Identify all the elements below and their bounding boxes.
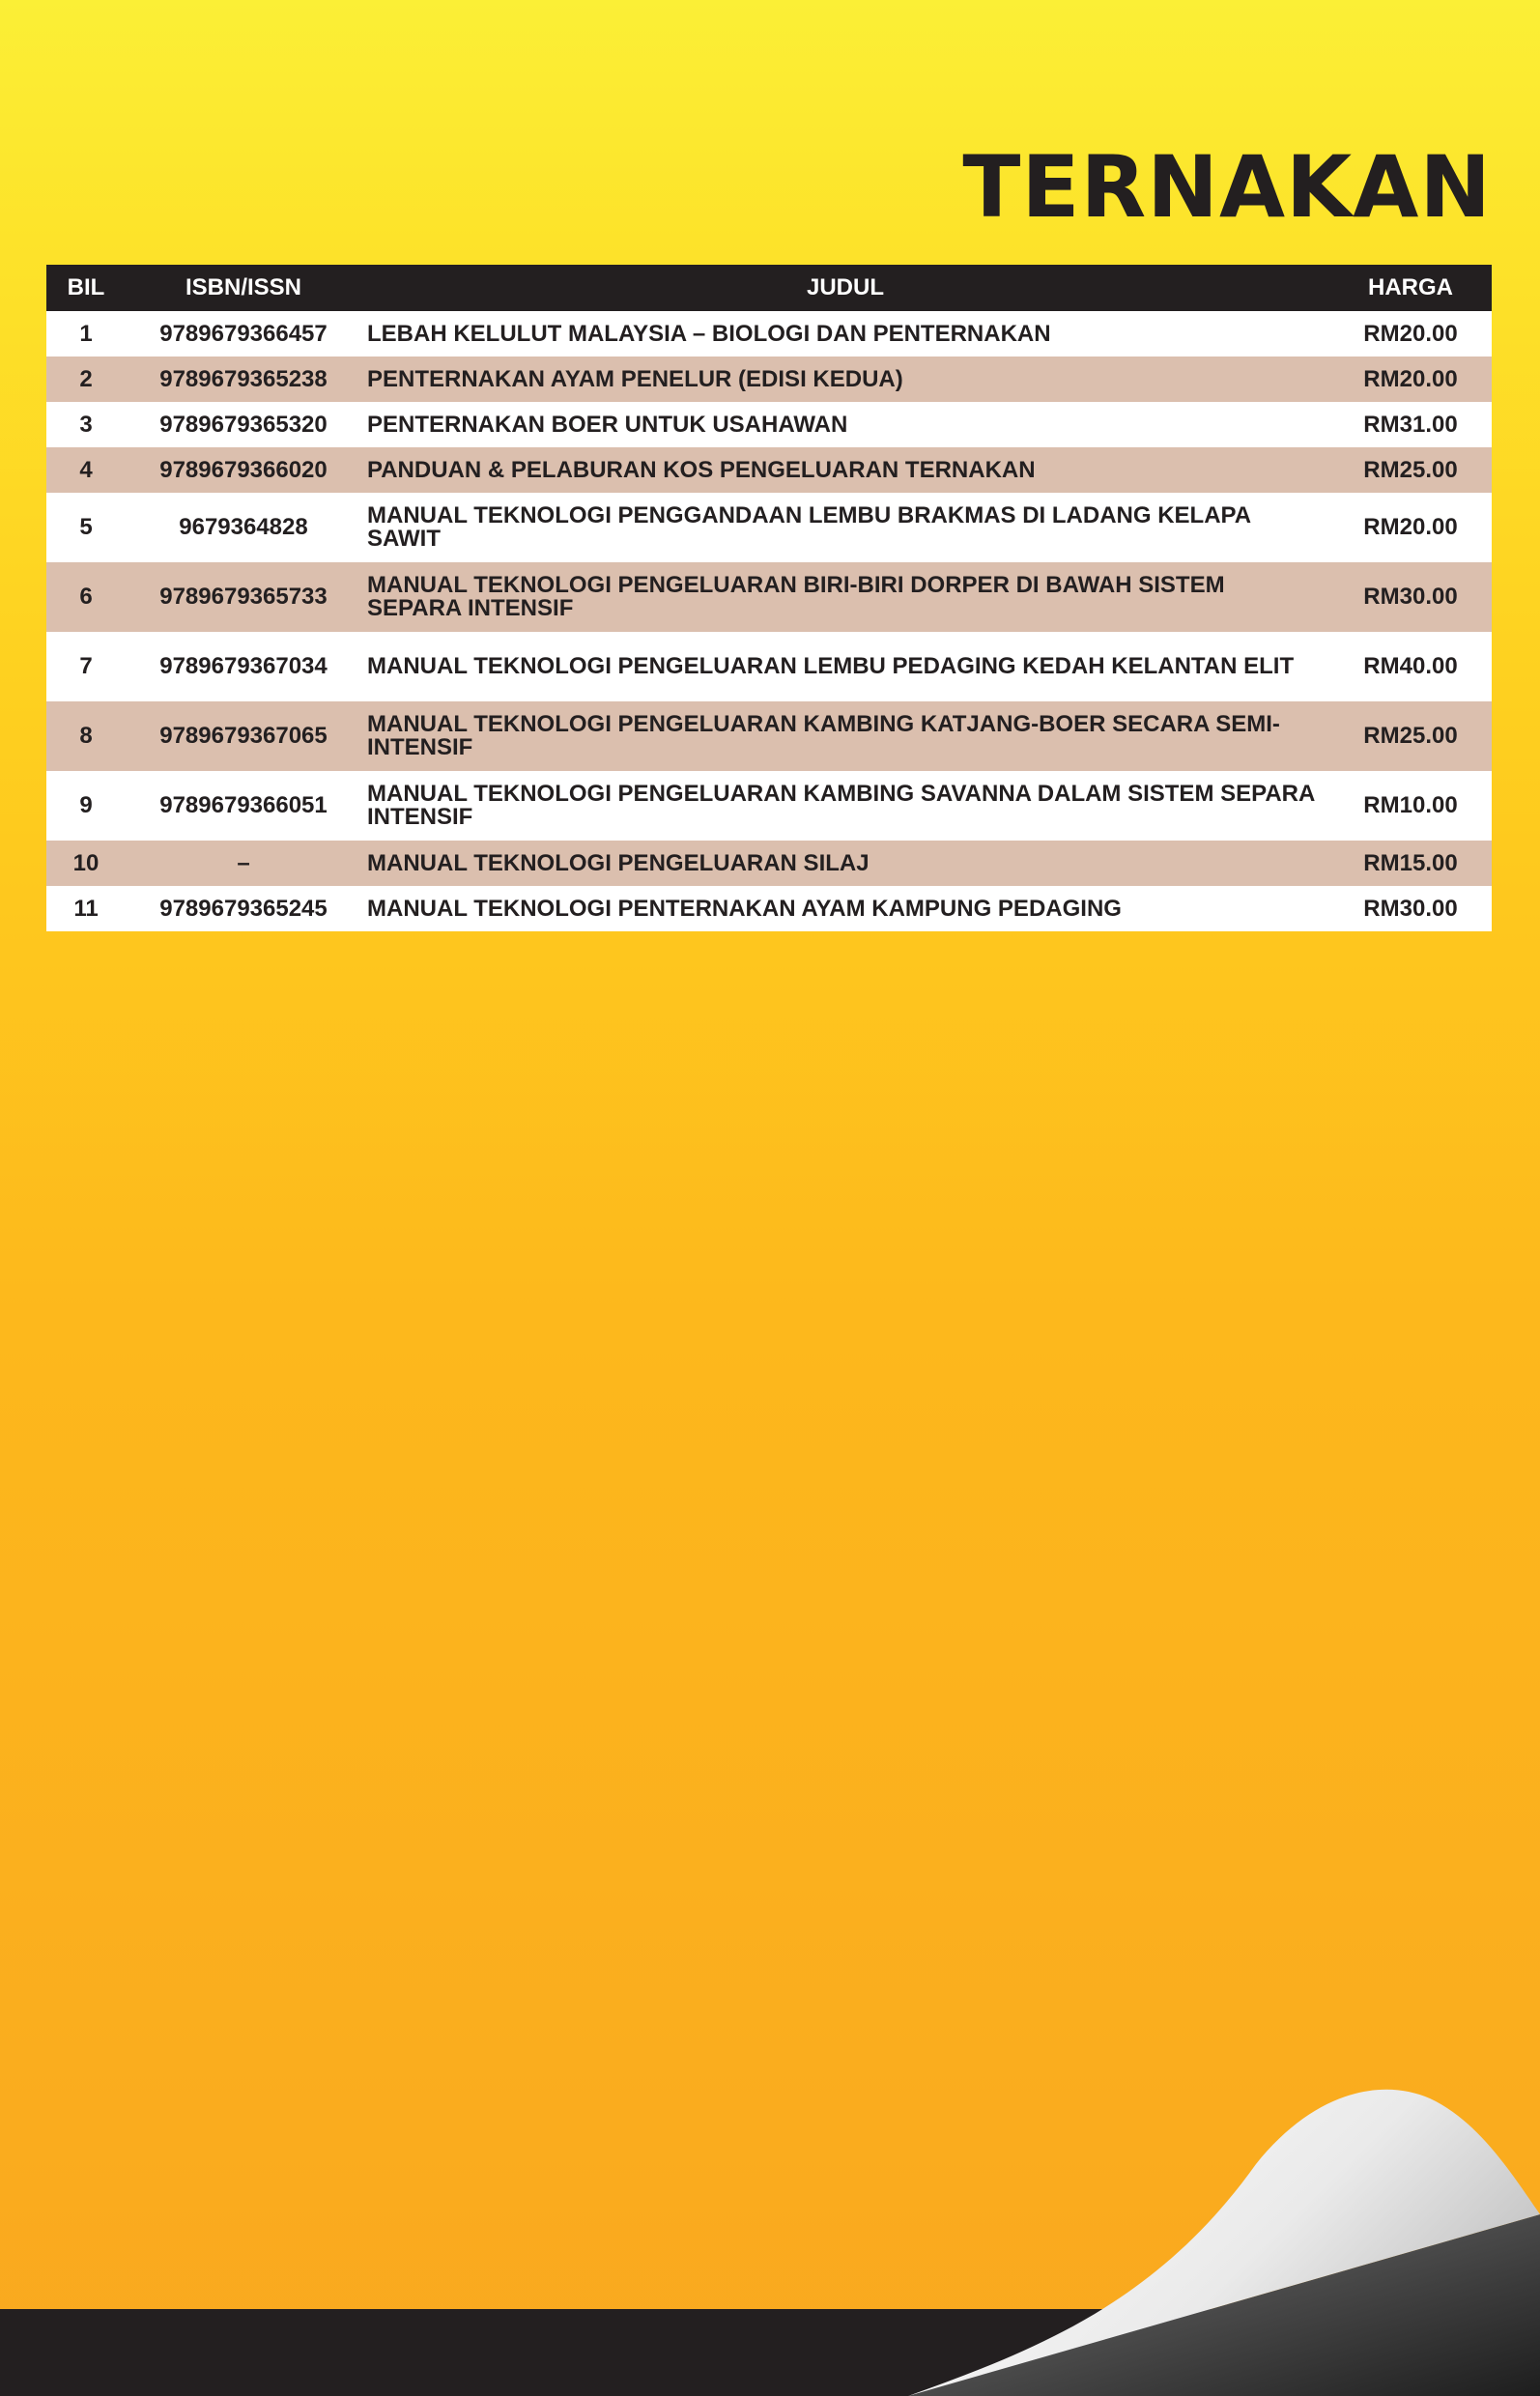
row-title: MANUAL TEKNOLOGI PENGELUARAN BIRI-BIRI DORPER DI BAWAH SISTEM SEPARA INTENSIF <box>367 572 1225 621</box>
row-number: 4 <box>79 456 93 483</box>
row-price: RM30.00 <box>1363 895 1458 922</box>
row-isbn: 9789679366051 <box>159 792 328 818</box>
page-title: TERNAKAN <box>962 137 1492 237</box>
row-number: 8 <box>79 723 93 749</box>
row-number: 11 <box>73 895 99 922</box>
row-isbn: 9789679366020 <box>159 456 328 483</box>
row-title: MANUAL TEKNOLOGI PENTERNAKAN AYAM KAMPUNG PEDAGING <box>367 895 1122 922</box>
row-isbn: 9789679367065 <box>159 723 328 749</box>
row-title: MANUAL TEKNOLOGI PENGELUARAN SILAJ <box>367 849 870 876</box>
row-isbn: 9789679365733 <box>159 584 328 610</box>
row-price: RM10.00 <box>1363 792 1458 818</box>
row-title: MANUAL TEKNOLOGI PENGGANDAAN LEMBU BRAKMAS DI LADANG KELAPA SAWIT <box>367 502 1251 552</box>
row-number: 10 <box>72 849 100 876</box>
row-price: RM20.00 <box>1363 320 1458 347</box>
row-price: RM31.00 <box>1363 411 1458 438</box>
row-isbn: 9679364828 <box>179 514 308 540</box>
row-price: RM40.00 <box>1363 653 1458 679</box>
row-price: RM20.00 <box>1363 365 1458 392</box>
row-price: RM30.00 <box>1363 584 1458 610</box>
row-price: RM25.00 <box>1363 456 1458 483</box>
row-number: 2 <box>79 365 93 392</box>
row-title: MANUAL TEKNOLOGI PENGELUARAN LEMBU PEDAGING KEDAH KELANTAN ELIT <box>367 653 1295 679</box>
row-number: 3 <box>79 411 93 438</box>
row-title: MANUAL TEKNOLOGI PENGELUARAN KAMBING KATJANG-BOER SECARA SEMI-INTENSIF <box>367 711 1280 760</box>
row-isbn: 9789679365245 <box>159 895 328 922</box>
row-title: PENTERNAKAN AYAM PENELUR (EDISI KEDUA) <box>367 365 903 392</box>
header-title: JUDUL <box>361 265 1329 311</box>
row-isbn: 9789679365320 <box>159 411 328 438</box>
row-isbn: 9789679367034 <box>159 653 328 679</box>
header-isbn: ISBN/ISSN <box>126 265 361 311</box>
row-price: RM25.00 <box>1363 723 1458 749</box>
row-isbn: 9789679366457 <box>159 320 328 347</box>
row-price: RM20.00 <box>1363 514 1458 540</box>
row-title: MANUAL TEKNOLOGI PENGELUARAN KAMBING SAVANNA DALAM SISTEM SEPARA INTENSIF <box>367 781 1315 830</box>
row-isbn: 9789679365238 <box>159 365 328 392</box>
row-title: PENTERNAKAN BOER UNTUK USAHAWAN <box>367 411 848 438</box>
row-number: 5 <box>79 514 93 540</box>
row-number: 7 <box>79 653 93 679</box>
row-isbn: – <box>237 849 250 876</box>
header-bil: BIL <box>46 265 126 311</box>
row-number: 1 <box>79 320 93 347</box>
row-number: 9 <box>79 792 93 818</box>
row-number: 6 <box>79 584 93 610</box>
row-title: PANDUAN & PELABURAN KOS PENGELUARAN TERNAKAN <box>367 456 1036 483</box>
row-title: LEBAH KELULUT MALAYSIA – BIOLOGI DAN PENTERNAKAN <box>367 320 1051 347</box>
row-price: RM15.00 <box>1363 849 1458 876</box>
header-price: HARGA <box>1329 265 1492 311</box>
